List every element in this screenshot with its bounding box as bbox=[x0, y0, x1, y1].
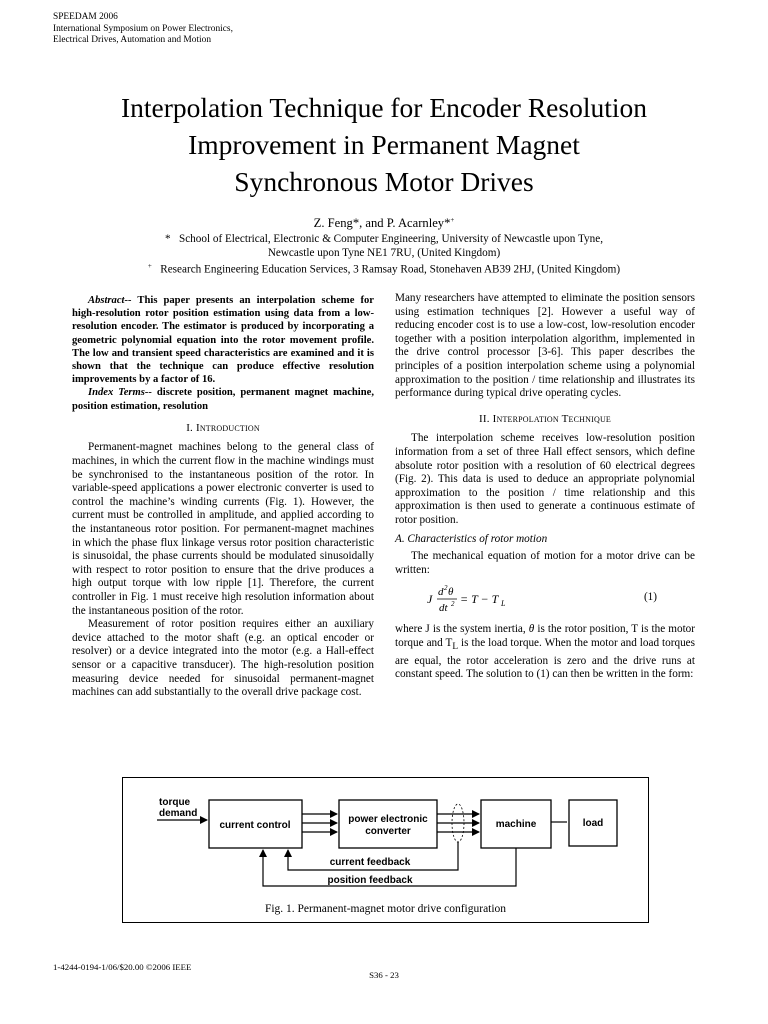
affiliation-2 bbox=[0, 260, 768, 277]
index-terms-label: Index Terms-- bbox=[88, 387, 152, 399]
figure-1-caption: Fig. 1. Permanent-magnet motor drive configuration bbox=[264, 903, 507, 915]
section-2-heading bbox=[395, 413, 695, 427]
author-list bbox=[0, 213, 768, 231]
p3-part-a: where J is the system inertia, bbox=[395, 623, 529, 636]
eq-numerator-theta: θ bbox=[448, 586, 454, 599]
copyright-footer: 1-4244-0194-1/06/$20.00 ©2006 IEEE bbox=[53, 962, 192, 972]
title-line-3: Synchronous Motor Drives bbox=[234, 166, 534, 197]
p3-theta: θ bbox=[528, 623, 535, 636]
intro-paragraph-3: Many researchers have attempted to eliminate the position sensors using estimation techniques [2]. However a useful way of reducing encoder cost is to use a low-cost, low-resolution encoder together with a position interpolation algorithm, implemented in the drive control processor [3-6]. This paper describes the principles of a position interpolation scheme using a polynomial approximation to the position / time relationship and illustrates its performance during typical drive operating cycles. bbox=[395, 292, 695, 400]
page-number: S36 - 23 bbox=[369, 970, 399, 980]
affiliation-1-line-1: School of Electrical, Electronic & Computer Engineering, University of Newcastle upon Tyne, bbox=[178, 233, 603, 245]
equation-svg bbox=[427, 583, 537, 617]
section-2-numeral: II. bbox=[478, 412, 490, 425]
right-column bbox=[395, 292, 695, 682]
section-1-numeral: I. bbox=[186, 421, 194, 434]
affiliation-2-mark: + bbox=[147, 262, 152, 270]
subsection-a-heading: A. Characteristics of rotor motion bbox=[395, 532, 548, 545]
demand-label: demand bbox=[159, 808, 198, 819]
conference-header bbox=[53, 12, 233, 47]
affiliation-1-line-2: Newcastle upon Tyne NE1 7RU, (United Kingdom) bbox=[267, 246, 501, 259]
title-line-2: Improvement in Permanent Magnet bbox=[188, 129, 580, 160]
p3-sub: L bbox=[452, 642, 459, 653]
interp-paragraph-1: The interpolation scheme receives low-resolution position information from a set of three Hall effect sensors, which define absolute rotor position with a resolution of 60 electrical degrees (Fig. 2). This data is used to deduce an appropriate polynomial approximation to the position / time relationship and this approximation is then used to generate a continuous estimate of rotor position. bbox=[395, 432, 695, 526]
index-terms bbox=[72, 386, 374, 412]
section-1-heading bbox=[72, 422, 374, 436]
affiliation-1 bbox=[0, 233, 768, 247]
affiliation-1-mark: * bbox=[165, 233, 171, 245]
abstract-text: This paper presents an interpolation scheme for high-resolution rotor position estimation using data from a low-resolution encoder. The estimator is produced by incorporating a geometric polynomial equation into the rotor movement profile. The low and transient speed characteristics are examined and it is shown that the technique can produce effective resolution improvements by a factor of 16. bbox=[72, 295, 374, 386]
p3-part-b: is the rotor position, T is the motor torque and T bbox=[395, 623, 696, 649]
p3-part-c: is the load torque. When the motor and load torques are equal, the rotor acceleration is zero and the drive runs at constant speed. The solution to (1) can then be written in the form: bbox=[395, 636, 695, 681]
conference-name: SPEEDAM 2006 bbox=[53, 12, 118, 22]
conference-subtitle-1: International Symposium on Power Electronics, bbox=[53, 23, 233, 34]
equation-number: (1) bbox=[643, 591, 657, 604]
eq-denominator: dt bbox=[439, 602, 448, 615]
affiliations bbox=[0, 233, 768, 277]
eq-numerator-d: d bbox=[438, 586, 444, 599]
eq-rhs-sub: L bbox=[501, 599, 506, 609]
interp-paragraph-2: The mechanical equation of motion for a motor drive can be written: bbox=[395, 550, 695, 576]
power-converter-line-2: converter bbox=[365, 826, 411, 837]
left-column bbox=[72, 294, 374, 700]
section-2-title: Interpolation Technique bbox=[492, 412, 612, 425]
equation-body bbox=[427, 583, 537, 621]
eq-denominator-sup: 2 bbox=[451, 600, 455, 609]
eq-rhs: = T − T bbox=[460, 592, 499, 607]
abstract-label: Abstract-- bbox=[88, 295, 132, 306]
affiliation-2-line: Research Engineering Education Services, 3 Ramsay Road, Stonehaven AB39 2HJ, (United Kingdom) bbox=[160, 263, 621, 276]
machine-label: machine bbox=[495, 819, 537, 830]
intro-paragraph-2: Measurement of rotor position requires either an auxiliary device attached to the motor shaft (e.g. an optical encoder or resolver) or a device integrated into the motor (e.g. a Hall-effect sensor or a capacitive transducer). The high-resolution position measuring device needed for sinusoidal permanent-magnet machines can add substantially to the overall drive package cost. bbox=[72, 618, 374, 699]
author-names: Z. Feng*, and P. Acarnley* bbox=[313, 216, 451, 231]
paper-title bbox=[40, 89, 728, 200]
author-sup: + bbox=[450, 216, 455, 224]
conference-subtitle-2: Electrical Drives, Automation and Motion bbox=[53, 35, 212, 46]
load-label: load bbox=[582, 818, 604, 829]
intro-paragraph-1: Permanent-magnet machines belong to the general class of machines, in which the current flow in the machine windings must be synchronised to the instantaneous position of the rotor. In variable-speed applications a power electronic converter is used to control the machine’s winding currents (Fig. 1). However, the current must be controlled in amplitude, and applied according to the instantaneous rotor position. For permanent-magnet machines in which the phase flux linkage versus rotor position characteristic is sinusoidal, the phase currents should be modulated sinusoidally with respect to rotor position to ensure that the drive produces a high output torque with low ripple [1]. Therefore, the current controller in Fig. 1 must receive high resolution information about the instantaneous position of the rotor. bbox=[72, 441, 374, 617]
torque-label: torque bbox=[159, 797, 191, 808]
title-line-1: Interpolation Technique for Encoder Resolution bbox=[120, 92, 648, 123]
position-feedback-label: position feedback bbox=[327, 875, 413, 886]
interp-paragraph-3 bbox=[395, 623, 695, 682]
index-terms-text: discrete position, permanent magnet machine, position estimation, resolution bbox=[72, 387, 374, 412]
abstract bbox=[72, 294, 374, 386]
figure-1 bbox=[122, 777, 649, 923]
eq-j: J bbox=[427, 592, 433, 607]
current-control-label: current control bbox=[219, 820, 291, 831]
equation-1 bbox=[395, 581, 695, 617]
eq-numerator-sup: 2 bbox=[444, 584, 448, 593]
section-1-title: Introduction bbox=[195, 421, 260, 434]
power-converter-line-1: power electronic bbox=[348, 814, 428, 825]
current-feedback-label: current feedback bbox=[329, 857, 411, 868]
